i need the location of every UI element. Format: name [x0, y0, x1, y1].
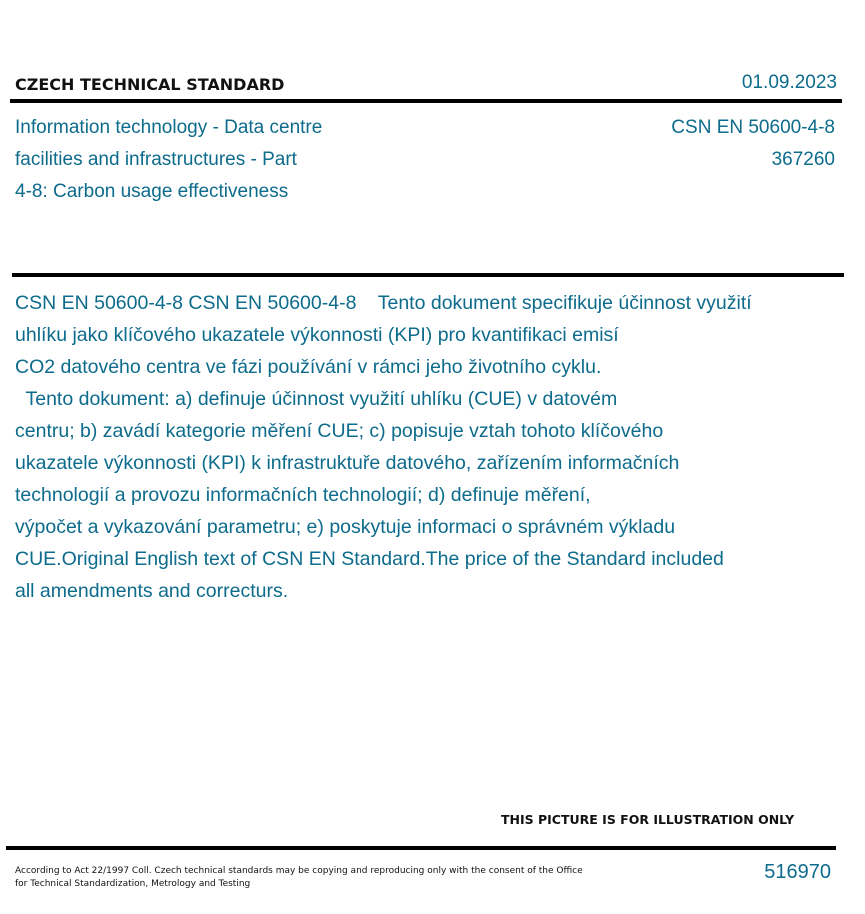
- document-type-label: CZECH TECHNICAL STANDARD: [15, 75, 285, 94]
- footer-divider: [6, 846, 836, 850]
- body-line-10: all amendments and correcturs.: [15, 580, 289, 602]
- body-line-1: CSN EN 50600-4-8 CSN EN 50600-4-8 Tento dokument specifikuje účinnost využití: [15, 292, 752, 314]
- body-line-9: CUE.Original English text of CSN EN Standard.The price of the Standard included: [15, 548, 724, 570]
- body-line-8: výpočet a vykazování parametru; e) poskytuje informaci o správném výkladu: [15, 516, 676, 538]
- title-line-3: 4-8: Carbon usage effectiveness: [15, 181, 289, 202]
- title-divider: [12, 273, 844, 277]
- class-number: 367260: [771, 149, 835, 170]
- standard-code: CSN EN 50600-4-8: [671, 117, 835, 138]
- body-line-4: Tento dokument: a) definuje účinnost využití uhlíku (CUE) v datovém: [15, 388, 618, 410]
- illustration-disclaimer: THIS PICTURE IS FOR ILLUSTRATION ONLY: [501, 812, 795, 827]
- legal-notice: [15, 865, 595, 891]
- legal-notice-line-1: According to Act 22/1997 Coll. Czech technical standards may be copying and reproducing only with the consent of the Office: [15, 866, 583, 876]
- title-line-1: Information technology - Data centre: [15, 117, 323, 138]
- publication-date: 01.09.2023: [741, 72, 837, 93]
- body-line-6: ukazatele výkonnosti (KPI) k infrastruktuře datového, zařízením informačních: [15, 452, 680, 474]
- body-line-3: CO2 datového centra ve fázi používání v rámci jeho životního cyklu.: [15, 356, 602, 378]
- title-line-2: facilities and infrastructures - Part: [15, 149, 297, 170]
- body-line-5: centru; b) zavádí kategorie měření CUE; c) popisuje vztah tohoto klíčového: [15, 420, 664, 442]
- body-line-7: technologií a provozu informačních technologií; d) definuje měření,: [15, 484, 591, 506]
- legal-notice-line-2: for Technical Standardization, Metrology and Testing: [15, 879, 251, 889]
- header-divider: [10, 99, 842, 103]
- body-line-2: uhlíku jako klíčového ukazatele výkonnosti (KPI) pro kvantifikaci emisí: [15, 324, 619, 346]
- document-number: 516970: [764, 861, 831, 883]
